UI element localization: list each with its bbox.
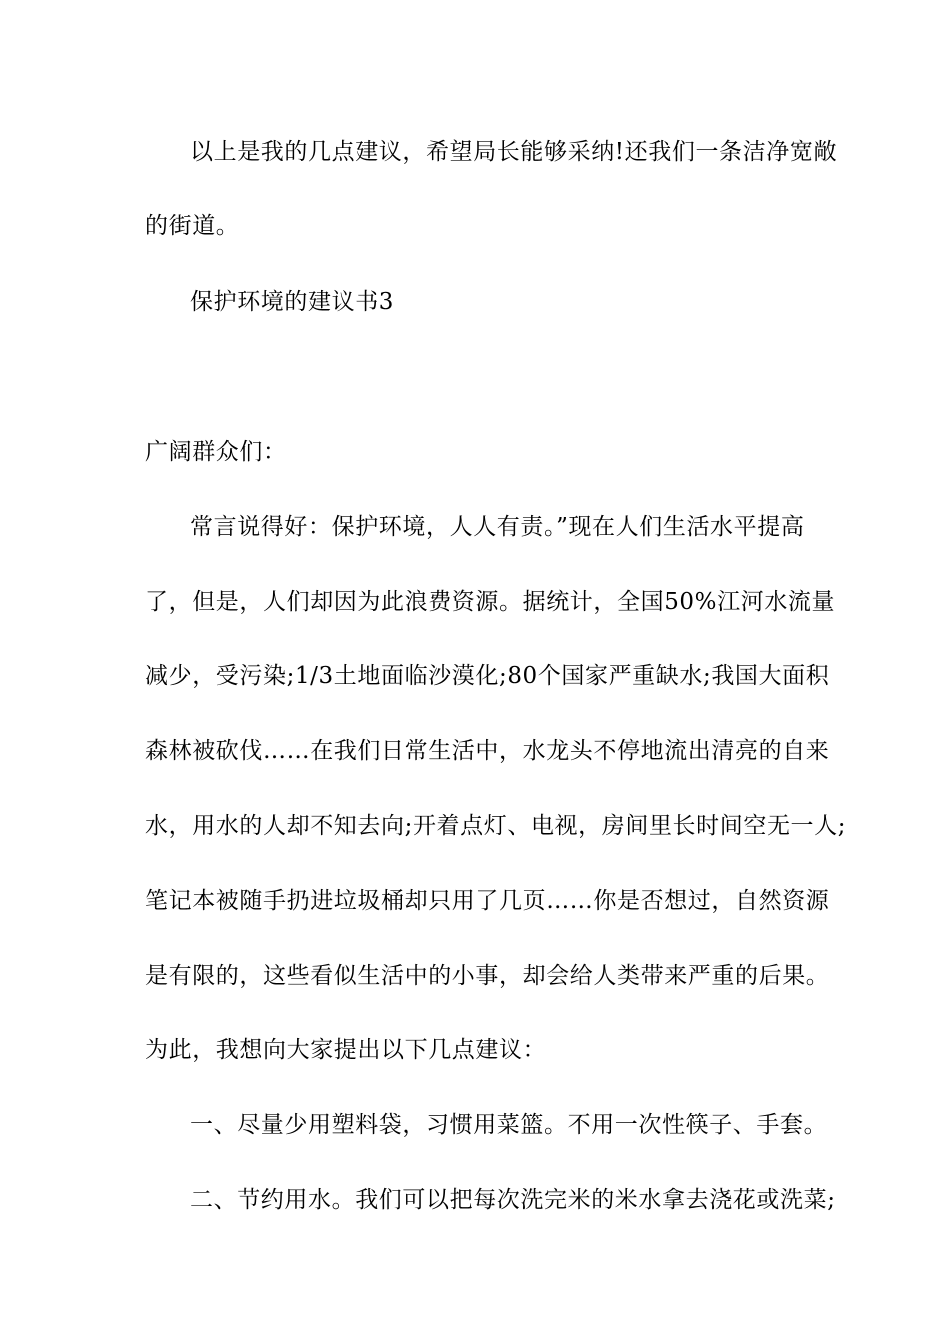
paragraph-line: 是有限的，这些看似生活中的小事，却会给人类带来严重的后果。 [145,963,830,989]
paragraph-line: 为此，我想向大家提出以下几点建议： [145,1037,547,1063]
paragraph-line: 常言说得好：保护环境，人人有责。”现在人们生活水平提高 [190,514,805,540]
suggestion-item-2: 二、节约用水。我们可以把每次洗完米的米水拿去浇花或洗菜; [190,1187,836,1213]
paragraph-line: 减少，受污染;1/3土地面临沙漠化;80个国家严重缺水;我国大面积 [145,663,830,689]
section-heading: 保护环境的建议书3 [190,289,395,315]
paragraph-line: 了，但是，人们却因为此浪费资源。据统计，全国50%江河水流量 [145,589,836,615]
paragraph-line: 笔记本被随手扔进垃圾桶却只用了几页……你是否想过，自然资源 [145,888,830,914]
paragraph-line-closing-1: 以上是我的几点建议，希望局长能够采纳!还我们一条洁净宽敞 [190,139,838,165]
suggestion-item-1: 一、尽量少用塑料袋，习惯用菜篮。不用一次性筷子、手套。 [190,1112,828,1138]
paragraph-line-closing-2: 的街道。 [145,213,240,239]
paragraph-line: 水，用水的人却不知去向;开着点灯、电视，房间里长时间空无一人; [145,813,847,839]
salutation: 广阔群众们： [145,439,287,465]
paragraph-line: 森林被砍伐……在我们日常生活中，水龙头不停地流出清亮的自来 [145,738,830,764]
